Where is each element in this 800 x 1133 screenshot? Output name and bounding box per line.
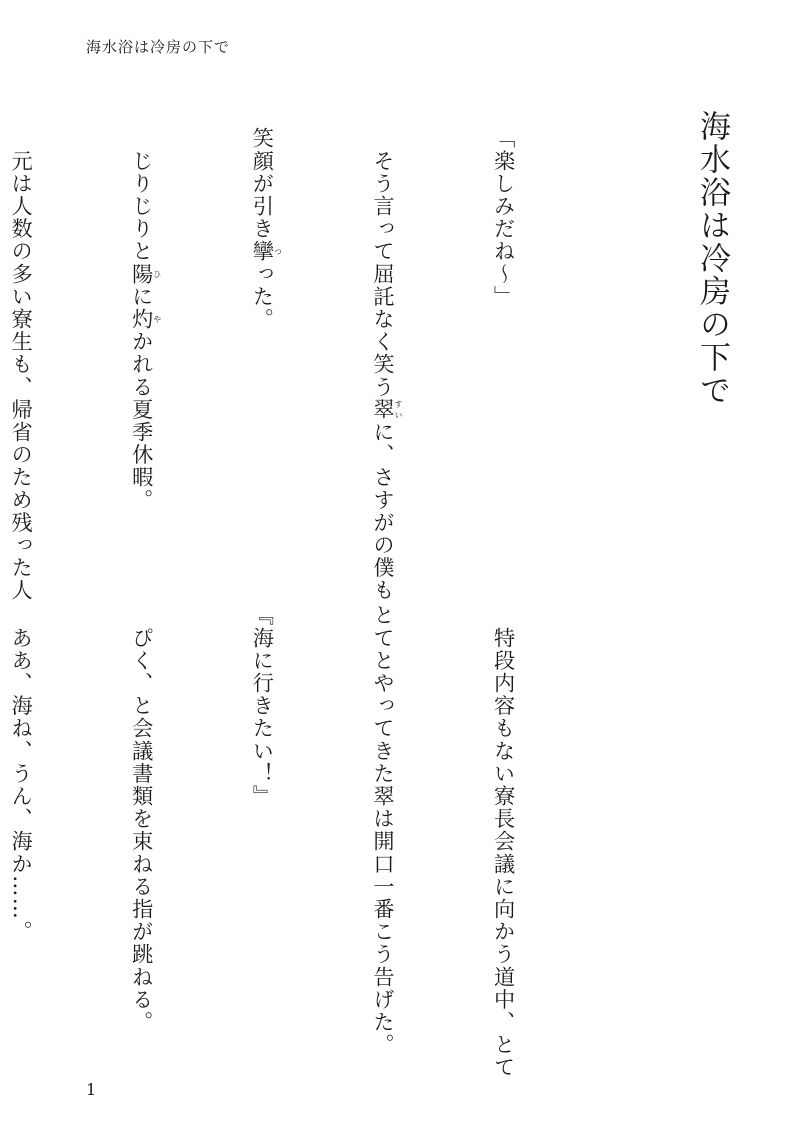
chapter-title: 海水浴は冷房の下で bbox=[694, 110, 730, 407]
bottom-text-block bbox=[0, 604, 604, 1101]
text-line: 特段内容もない寮長会議に向かう道中、とて bbox=[491, 604, 517, 1079]
text-line: 『海に行きたい！』 bbox=[250, 604, 276, 808]
text-line: ぴく、と会議書類を束ねる指が跳ねる。 bbox=[129, 604, 155, 1034]
page-number: 1 bbox=[86, 1080, 97, 1099]
top-text-block bbox=[0, 127, 604, 602]
text-line: とてとやってきた翠は開口一番こう告げた。 bbox=[370, 604, 396, 1056]
running-head: 海水浴は冷房の下で bbox=[86, 38, 231, 56]
text-line: ああ、海ね、うん、海か……。 bbox=[9, 604, 35, 943]
text-line: そう言って屈託なく笑う翠すいに、さすがの僕も bbox=[370, 127, 403, 602]
text-line: 笑顔が引き攣つった。 bbox=[250, 127, 283, 331]
text-line: じりじりと陽ひに灼やかれる夏季休暇。 bbox=[129, 127, 162, 512]
text-line: 元は人数の多い寮生も、帰省のため残った人 bbox=[9, 127, 35, 602]
text-line: 「楽しみだね～」 bbox=[491, 127, 517, 308]
